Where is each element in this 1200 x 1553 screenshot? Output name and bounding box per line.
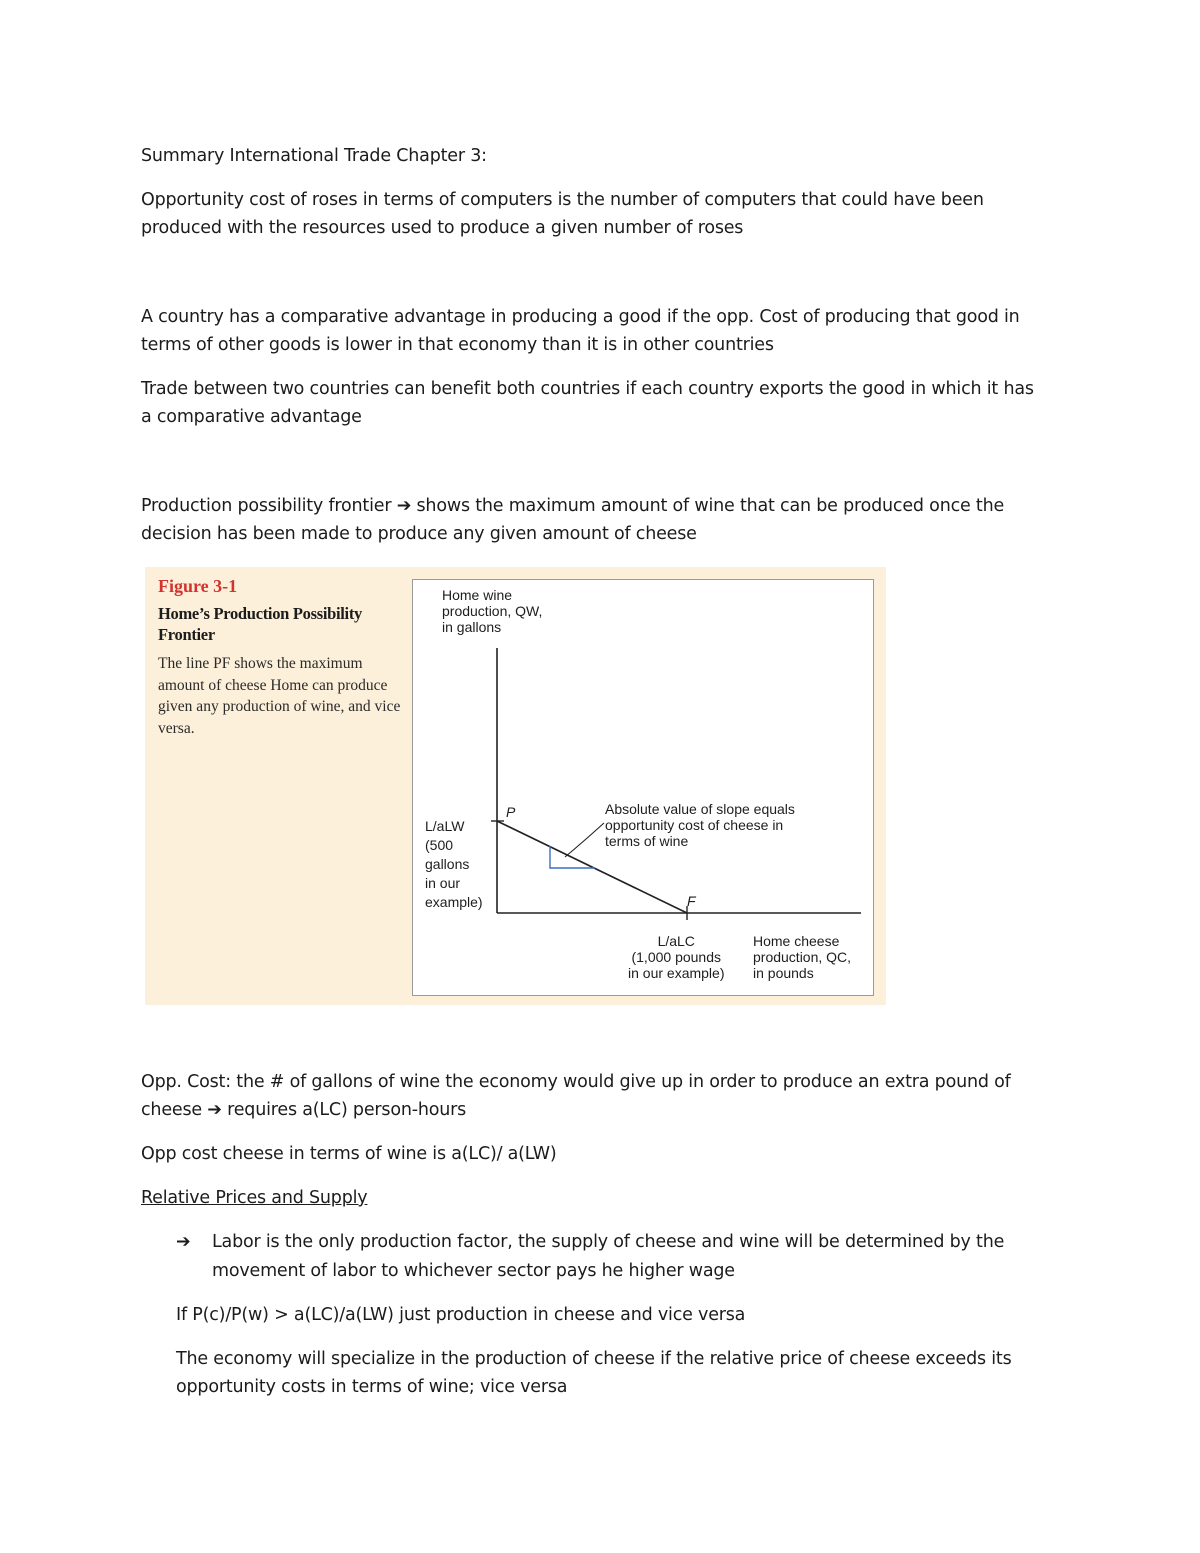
page-title: Summary International Trade Chapter 3: — [141, 146, 487, 166]
figure-plot-panel — [412, 579, 874, 996]
figure-number: Figure 3-1 — [158, 576, 238, 596]
paragraph-line: Opp cost cheese in terms of wine is a(LC)/ a(LW) — [141, 1144, 557, 1164]
bullet-line: Labor is the only production factor, the supply of cheese and wine will be determined by the — [212, 1232, 1005, 1252]
paragraph-line — [141, 492, 1004, 520]
figure-caption — [158, 575, 403, 739]
arrow-icon: ➔ — [396, 496, 412, 516]
text-span: cheese — [141, 1100, 208, 1120]
paragraph-line: terms of other goods is lower in that economy than it is in other countries — [141, 335, 774, 355]
point-p-label: P — [506, 804, 516, 820]
y-intercept-label: L/aLW (500 gallons in our example) — [425, 818, 483, 910]
paragraph-line: a comparative advantage — [141, 407, 362, 427]
slope-leader-line — [565, 823, 604, 857]
y-axis-label: Home wine production, QW, in gallons — [442, 587, 543, 635]
paragraph-line — [141, 1096, 466, 1124]
figure-description: The line PF shows the maximum amount of cheese Home can produce given any production of wine, and vice versa. — [158, 655, 401, 737]
x-axis-label: Home cheese production, QC, in pounds — [753, 933, 852, 981]
bullet-line: movement of labor to whichever sector pays he higher wage — [212, 1261, 735, 1281]
point-f-label: F — [687, 893, 696, 909]
paragraph-line: Trade between two countries can benefit both countries if each country exports the good in which it has — [141, 379, 1034, 399]
paragraph-line: The economy will specialize in the production of cheese if the relative price of cheese exceeds its — [176, 1349, 1012, 1369]
paragraph-line: Opp. Cost: the # of gallons of wine the economy would give up in order to produce an extra pound of — [141, 1072, 1011, 1092]
paragraph-line: decision has been made to produce any given amount of cheese — [141, 524, 697, 544]
text-span: Production possibility frontier — [141, 496, 397, 516]
figure-3-1 — [145, 567, 886, 1005]
section-heading: Relative Prices and Supply — [141, 1188, 368, 1208]
paragraph-line: Opportunity cost of roses in terms of computers is the number of computers that could have been — [141, 190, 984, 210]
paragraph-line: A country has a comparative advantage in producing a good if the opp. Cost of producing that good in — [141, 307, 1020, 327]
slope-annotation: Absolute value of slope equals opportunity cost of cheese in terms of wine — [605, 801, 795, 849]
text-span: requires a(LC) person-hours — [221, 1100, 467, 1120]
arrow-icon: ➔ — [207, 1100, 222, 1120]
figure-title: Home’s Production Possibility Frontier — [158, 604, 362, 644]
arrow-bullet-icon: ➔ — [176, 1232, 191, 1252]
x-intercept-label: L/aLC (1,000 pounds in our example) — [628, 933, 725, 981]
paragraph-line: produced with the resources used to produce a given number of roses — [141, 218, 744, 238]
paragraph-line: If P(c)/P(w) > a(LC)/a(LW) just production in cheese and vice versa — [176, 1305, 746, 1325]
paragraph-line: opportunity costs in terms of wine; vice versa — [176, 1377, 568, 1397]
text-span: shows the maximum amount of wine that can be produced once the — [411, 496, 1005, 516]
